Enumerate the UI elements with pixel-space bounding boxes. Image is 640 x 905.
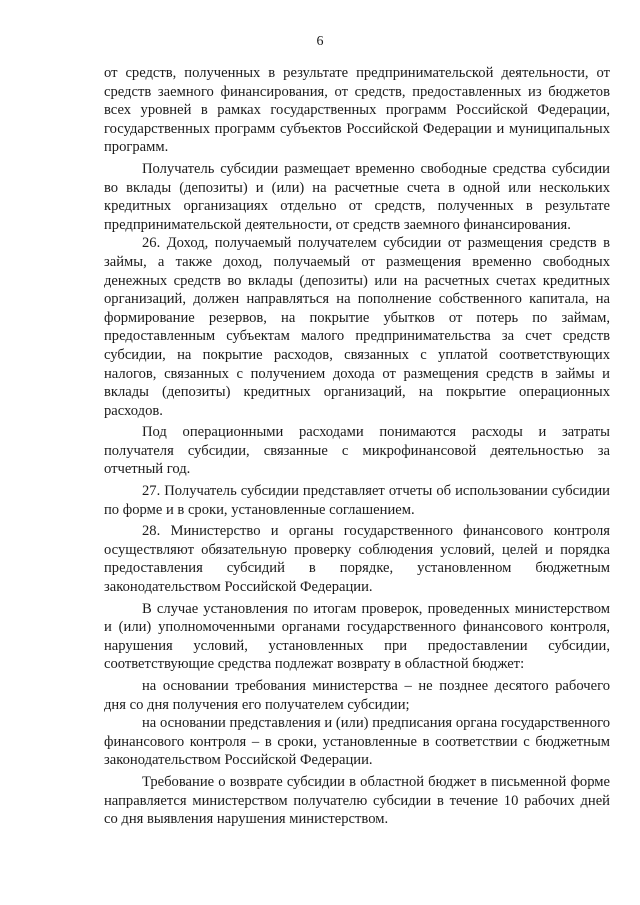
- paragraph-violations: В случае установления по итогам проверок, проведенных министерством и (или) уполномоченными органами государственного финансового контроля, нарушения условий, установленных при предоставлении субсидии, соответствующие средства подлежат возврату в областной бюджет:: [104, 600, 610, 673]
- document-body: [104, 64, 610, 829]
- paragraph-26: 26. Доход, получаемый получателем субсидии от размещения средств в займы, а также доход, получаемый от размещения временно свободных денежных средств во вклады (депозиты) или на расчетных счетах кредитных организаций, должен направляться на пополнение собственного капитала, на формирование резервов, на покрытие убытков от потерь по займам, предоставленным субъектам малого предпринимательства за счет средств субсидии, на покрытие расходов, связанных с уплатой соответствующих налогов, связанных с получением дохода от размещения средств в займы и вклады (депозиты) кредитных организаций, на покрытие операционных расходов.: [104, 235, 610, 419]
- paragraph-ministry-requirement: на основании требования министерства – не позднее десятого рабочего дня со дня получения его получателем субсидии;: [104, 678, 610, 713]
- paragraph-operational-expenses: Под операционными расходами понимаются расходы и затраты получателя субсидии, связанные с микрофинансовой деятельностью за отчетный год.: [104, 424, 610, 478]
- paragraph-continuation: от средств, полученных в результате предпринимательской деятельности, от средств заемного финансирования, от средств, предоставленных из бюджетов всех уровней в рамках государственных программ Российской Федерации, государственных программ субъектов Российской Федерации и муниципальных программ.: [104, 65, 610, 156]
- paragraph-27: 27. Получатель субсидии представляет отчеты об использовании субсидии по форме и в сроки, установленные соглашением.: [104, 483, 610, 518]
- paragraph-28: 28. Министерство и органы государственного финансового контроля осуществляют обязательную проверку соблюдения условий, целей и порядка предоставления субсидий в порядке, установленном бюджетным законодательством Российской Федерации.: [104, 523, 610, 596]
- page-number: 6: [316, 34, 324, 49]
- paragraph-control-body-order: на основании представления и (или) предписания органа государственного финансового контроля – в сроки, установленные в соответствии с бюджетным законодательством Российской Федерации.: [104, 715, 610, 769]
- paragraph-deposits: Получатель субсидии размещает временно свободные средства субсидии во вклады (депозиты) и (или) на расчетные счета в одной или нескольких кредитных организациях отдельно от средств, полученных в результате предпринимательской деятельности, от средств заемного финансирования.: [104, 160, 610, 233]
- paragraph-return-requirement: Требование о возврате субсидии в областной бюджет в письменной форме направляется министерством получателю субсидии в течение 10 рабочих дней со дня выявления нарушения министерством.: [104, 773, 610, 828]
